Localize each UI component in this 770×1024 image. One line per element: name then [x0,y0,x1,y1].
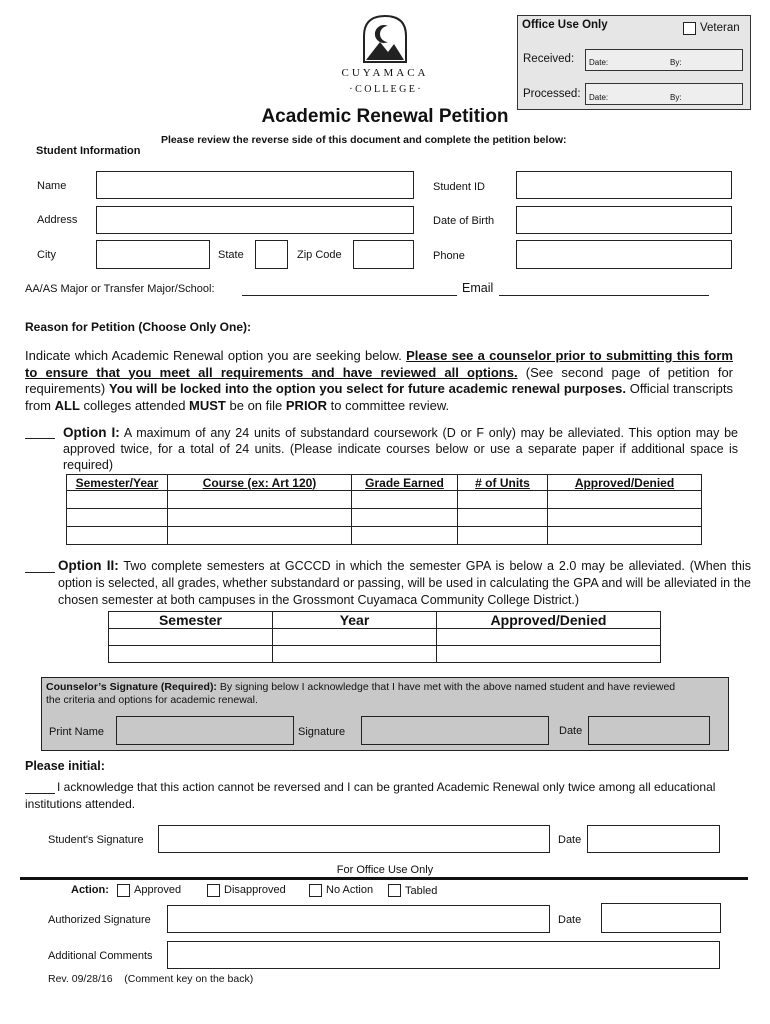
option1-initial-blank[interactable] [25,427,55,439]
major-field[interactable] [242,282,457,296]
student-signature-label: Student's Signature [48,834,144,846]
received-label: Received: [523,53,575,65]
name-field[interactable] [96,171,414,199]
option2-initial-blank[interactable] [25,561,55,573]
approved-checkbox[interactable] [117,884,130,897]
form-instruction: Please review the reverse side of this document and complete the petition below: [161,134,567,146]
veteran-label: Veteran [700,22,740,34]
counselor-signature-field[interactable] [361,716,549,745]
phone-label: Phone [433,250,465,262]
email-label: Email [462,281,494,295]
option2-table [108,611,661,663]
email-field[interactable] [499,282,709,296]
dob-label: Date of Birth [433,215,495,227]
comments-label: Additional Comments [48,950,153,962]
auth-date-field[interactable] [601,903,721,933]
table-row [109,629,661,646]
city-field[interactable] [96,240,210,269]
print-name-label: Print Name [49,726,105,738]
office-use-box [517,15,751,110]
auth-signature-field[interactable] [167,905,550,933]
comments-field[interactable] [167,941,720,969]
initial-heading: Please initial: [25,759,105,773]
auth-date-label: Date [558,914,582,926]
col-approved-denied: Approved/Denied [437,612,661,629]
city-label: City [37,249,56,261]
address-field[interactable] [96,206,414,234]
student-signature-field[interactable] [158,825,550,853]
table-row [109,646,661,663]
disapproved-checkbox[interactable] [207,884,220,897]
name-label: Name [37,180,67,192]
col-units: # of Units [458,475,548,491]
office-bottom-title: For Office Use Only [336,864,434,876]
counselor-text: Counselor’s Signature (Required): By signing below I acknowledge that I have met with the above named student and have reviewed the criteria and options for academic renewal. [46,681,676,706]
counselor-date-field[interactable] [588,716,710,745]
tabled-label: Tabled [405,885,438,897]
disapproved-label: Disapproved [224,884,286,896]
auth-signature-label: Authorized Signature [48,914,151,926]
zip-field[interactable] [353,240,414,269]
revision-footer: Rev. 09/28/16 (Comment key on the back) [48,973,254,985]
counselor-box [41,677,729,751]
dob-field[interactable] [516,206,732,234]
approved-label: Approved [134,884,182,896]
state-label: State [218,249,244,261]
form-title: Academic Renewal Petition [261,106,509,127]
processed-field[interactable]: Date: By: [585,83,743,105]
col-approved: Approved/Denied [548,475,702,491]
counselor-date-label: Date [559,725,583,737]
student-date-label: Date [558,834,582,846]
reason-paragraph: Indicate which Academic Renewal option you are seeking below. Please see a counselor prior to submitting this form to ensure that you meet all requirements and have reviewed all options. (See second page of petition for requirements) You will be locked into the option you select for future academic renewal purposes. Official transcripts from ALL colleges attended MUST be on file PRIOR to committee review. [25,348,733,413]
col-course: Course (ex: Art 120) [168,475,352,491]
received-field[interactable]: Date: By: [585,49,743,71]
veteran-checkbox[interactable] [683,22,696,35]
state-field[interactable] [255,240,288,269]
table-row [67,509,702,527]
col-semester: Semester [109,612,273,629]
col-semester-year: Semester/Year [67,475,168,491]
table-row [67,491,702,509]
college-name: CUYAMACA [341,67,429,79]
major-label: AA/AS Major or Transfer Major/School: [25,283,215,295]
col-grade: Grade Earned [352,475,458,491]
student-info-heading: Student Information [36,145,141,157]
table-row [67,527,702,545]
student-id-field[interactable] [516,171,732,199]
col-year: Year [273,612,437,629]
option1-text: Option I: A maximum of any 24 units of substandard coursework (D or F only) may be alleviated. This option may be approved twice, for a total of 24 units. (Please indicate courses below or use a separate paper if additional space is required) [63,425,738,472]
reason-heading: Reason for Petition (Choose Only One): [25,320,252,334]
option1-table [66,474,702,545]
address-label: Address [37,214,78,226]
no-action-checkbox[interactable] [309,884,322,897]
office-use-title: Office Use Only [522,19,608,31]
initial-text: I acknowledge that this action cannot be reversed and I can be granted Academic Renewal only twice among all educational institutions attended. [25,780,716,811]
option2-text: Option II: Two complete semesters at GCCCD in which the semester GPA is below a 2.0 may be alleviated. (When this option is selected, all grades, whether substandard or passing, will be used in calculating the GPA and will be alleviated in the chosen semester at both campuses in the Grossmont Cuyamaca Community College District.) [58,558,752,607]
student-id-label: Student ID [433,181,485,193]
office-divider [20,877,748,880]
action-label: Action: [71,884,109,896]
processed-label: Processed: [523,88,581,100]
college-logo-icon [358,14,412,64]
counselor-print-name-field[interactable] [116,716,294,745]
phone-field[interactable] [516,240,732,269]
counselor-signature-label: Signature [298,726,346,738]
student-date-field[interactable] [587,825,720,853]
college-subtitle: · C O L L E G E · [349,84,421,95]
zip-label: Zip Code [297,249,342,261]
tabled-checkbox[interactable] [388,884,401,897]
no-action-label: No Action [326,884,374,896]
